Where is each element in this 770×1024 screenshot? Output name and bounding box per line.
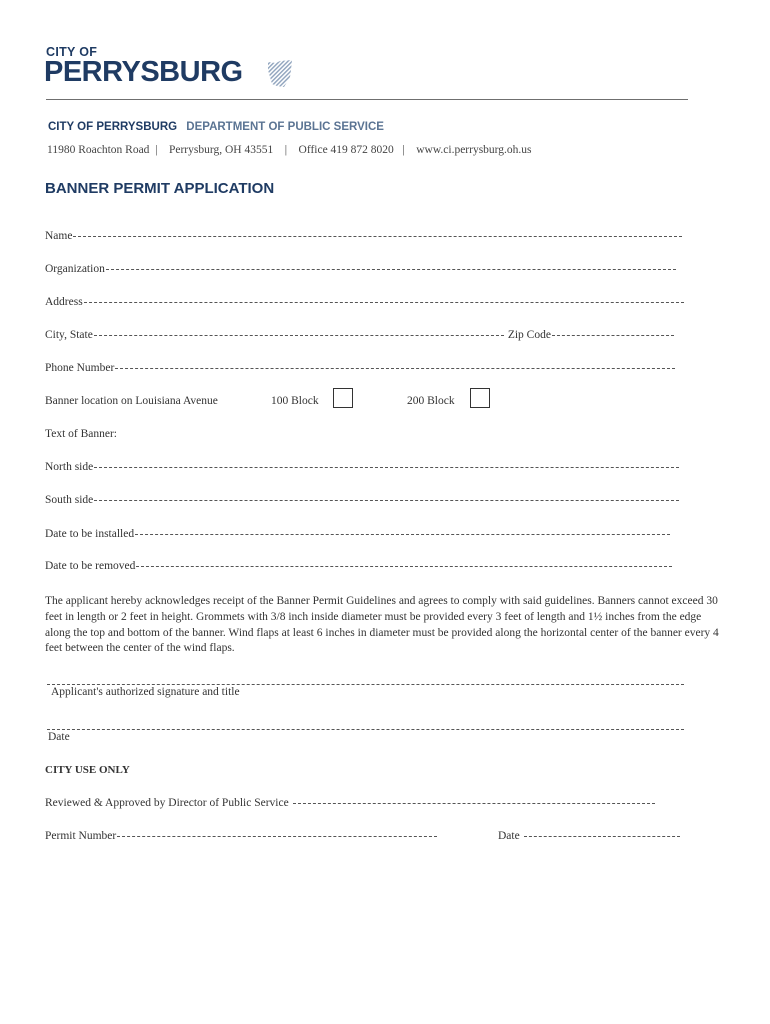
logo-city-of: CITY OF <box>46 45 98 59</box>
organization-row <box>45 263 676 275</box>
permit-label: Permit Number <box>45 830 117 842</box>
reviewed-field[interactable] <box>293 802 655 804</box>
org-name: CITY OF PERRYSBURG <box>48 121 178 133</box>
address-field[interactable] <box>84 301 684 303</box>
block-100-checkbox[interactable] <box>333 388 353 408</box>
department-heading <box>48 121 384 133</box>
installed-row <box>45 528 670 540</box>
name-label: Name <box>45 230 73 242</box>
installed-label: Date to be installed <box>45 528 135 540</box>
phone-row <box>45 362 675 374</box>
block-200-checkbox[interactable] <box>470 388 490 408</box>
banner-location-label: Banner location on Louisiana Avenue <box>45 395 218 407</box>
organization-label: Organization <box>45 263 105 275</box>
signature-date-label: Date <box>48 731 70 743</box>
north-side-row <box>45 461 679 473</box>
page-title: BANNER PERMIT APPLICATION <box>45 180 275 197</box>
city-date-label: Date <box>498 830 520 842</box>
dept-name: DEPARTMENT OF PUBLIC SERVICE <box>186 121 384 133</box>
permit-row <box>45 830 437 842</box>
phone-field[interactable] <box>115 367 675 369</box>
address-label: Address <box>45 296 83 308</box>
removed-field[interactable] <box>136 565 672 567</box>
zip-field[interactable] <box>552 334 674 336</box>
city-state-label: City, State <box>45 329 93 341</box>
contact-info: 11980 Roachton Road | Perrysburg, OH 43551 | Office 419 872 8020 | www.ci.perrysburg.oh.us <box>47 144 532 156</box>
name-field[interactable] <box>73 235 682 237</box>
organization-field[interactable] <box>106 268 676 270</box>
removed-label: Date to be removed <box>45 560 136 572</box>
removed-row <box>45 560 672 572</box>
reviewed-row <box>45 797 655 809</box>
terms-paragraph: The applicant hereby acknowledges receipt of the Banner Permit Guidelines and agrees to comply with said guidelines. Banners cannot exceed 30 feet in length or 2 feet in height. Grommets with 3/8 inch inside diameter must be provided every 3 feet of length and 1½ inches from the edge along the top and bottom of the banner. Wind flaps at least 6 inches in diameter must be provided along the horizontal center of the banner every 4 feet between the center of the wind flaps. <box>45 595 719 655</box>
block-100-label: 100 Block <box>271 395 319 407</box>
signature-field[interactable] <box>47 683 684 685</box>
text-of-banner-label: Text of Banner: <box>45 428 118 440</box>
south-side-label: South side <box>45 494 94 506</box>
city-date-row <box>498 830 680 842</box>
block-200-label: 200 Block <box>407 395 455 407</box>
signature-date-field[interactable] <box>47 728 684 730</box>
city-use-heading: CITY USE ONLY <box>45 764 130 776</box>
south-side-field[interactable] <box>94 499 679 501</box>
city-date-field[interactable] <box>524 835 680 837</box>
city-state-row <box>45 329 674 341</box>
signature-label: Applicant's authorized signature and title <box>51 686 240 698</box>
reviewed-label: Reviewed & Approved by Director of Public Service <box>45 797 289 809</box>
permit-field[interactable] <box>117 835 437 837</box>
north-side-label: North side <box>45 461 94 473</box>
city-state-field[interactable] <box>94 334 504 336</box>
north-side-field[interactable] <box>94 466 679 468</box>
ohio-state-icon <box>267 60 293 88</box>
header-divider <box>46 99 688 100</box>
name-row <box>45 230 682 242</box>
address-row <box>45 296 684 308</box>
logo-perrysburg: PERRYSBURG <box>44 56 243 88</box>
phone-label: Phone Number <box>45 362 115 374</box>
zip-label: Zip Code <box>507 329 551 341</box>
installed-field[interactable] <box>135 533 670 535</box>
south-side-row <box>45 494 679 506</box>
